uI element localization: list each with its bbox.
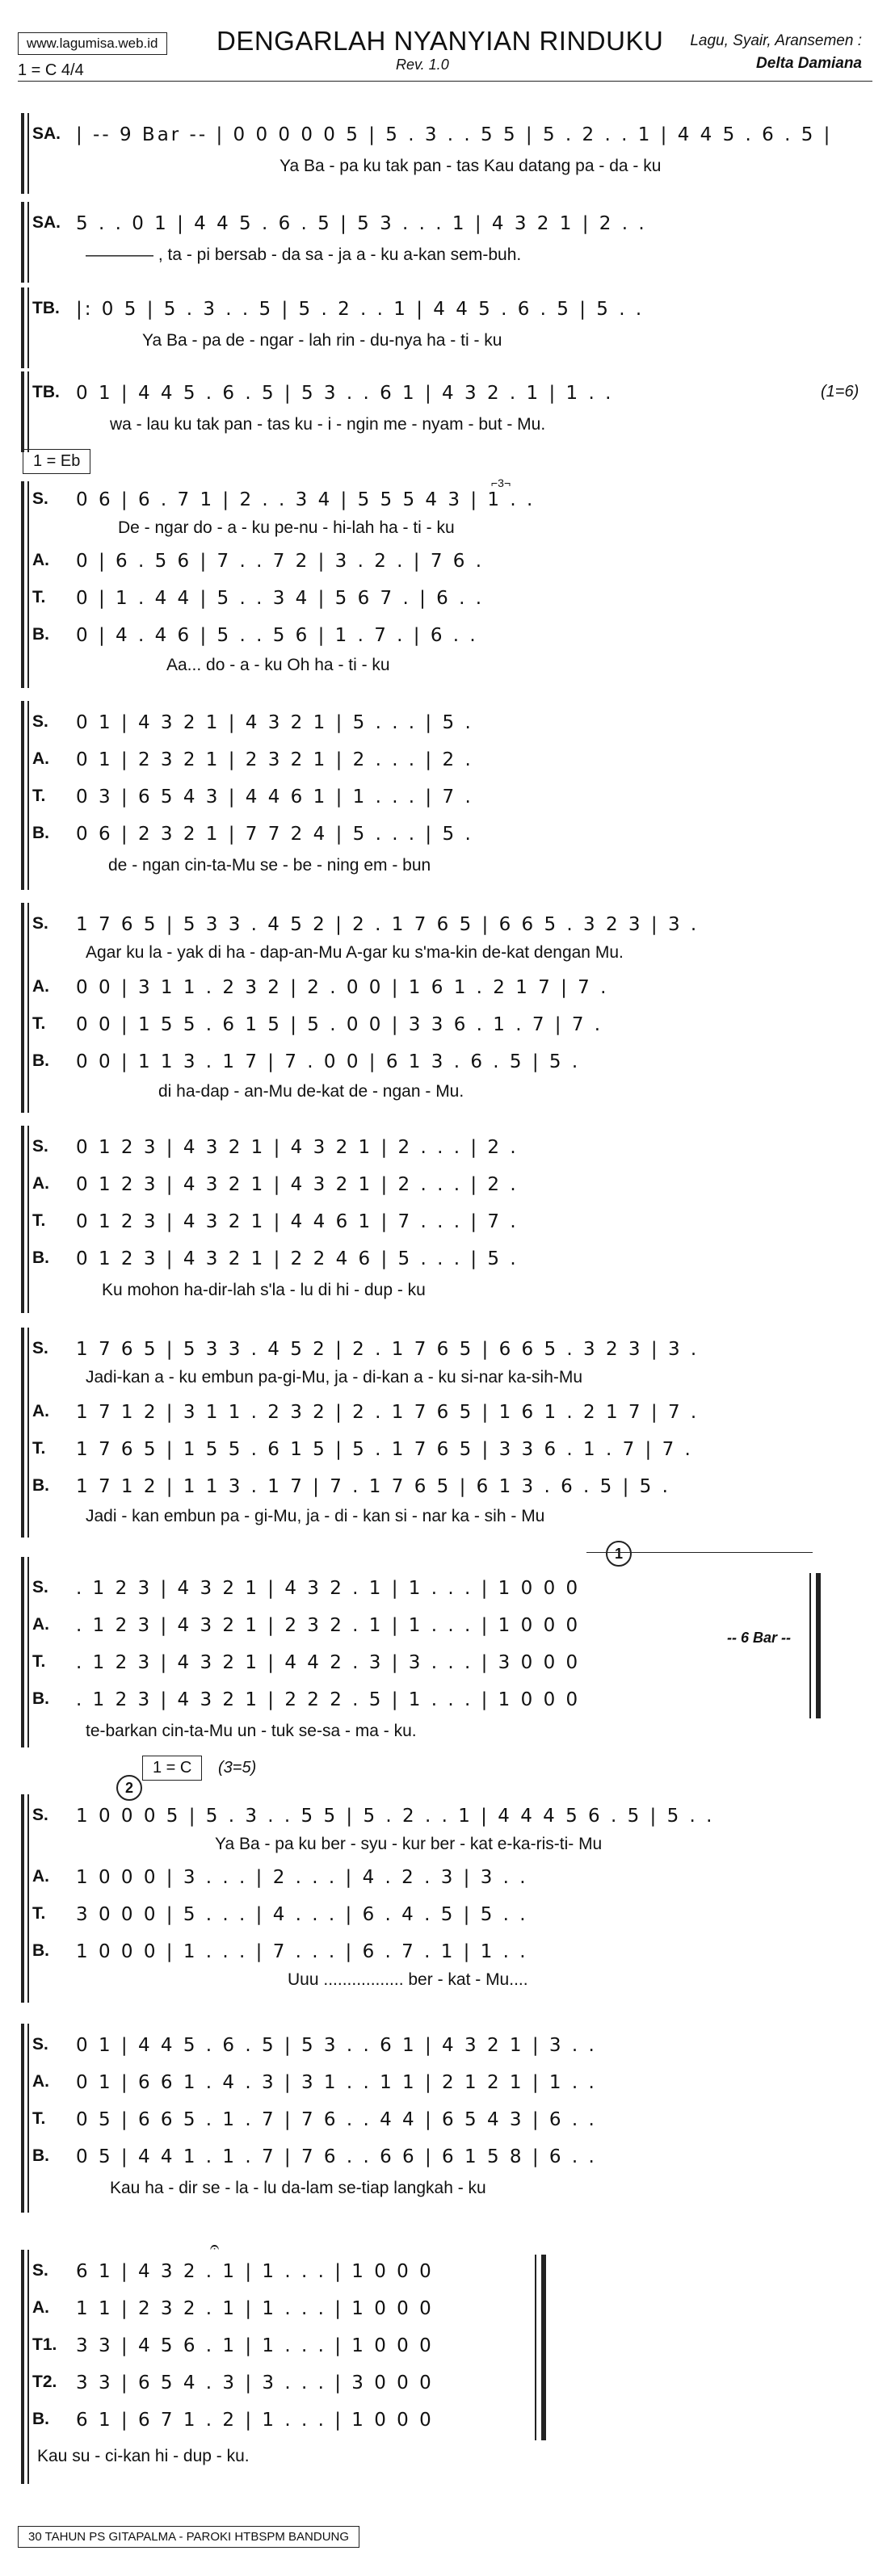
repeat-bar-thin	[809, 1573, 811, 1718]
notation: 0 | 1 . 4 4 | 5 . . 3 4 | 5 6 7 . | 6 . .	[76, 588, 485, 609]
voice-label: T.	[32, 1014, 46, 1033]
notation: 0 6 | 2 3 2 1 | 7 7 2 4 | 5 . . . | 5 .	[76, 824, 473, 845]
score-system	[21, 113, 869, 194]
voice-label: T.	[32, 588, 46, 606]
lyric-line: De - ngar do - a - ku pe-nu - hi-lah ha - ti - ku	[118, 518, 455, 537]
notation: 0 6 | 6 . 7 1 | 2 . . 3 4 | 5 5 5 4 3 | 1 . .	[76, 489, 536, 510]
lyric-line: de - ngan cin-ta-Mu se - be - ning em - bun	[108, 856, 431, 875]
lyric-line: Ya Ba - pa de - ngar - lah rin - du-nya ha - ti - ku	[142, 331, 502, 350]
voice-label: T.	[32, 1211, 46, 1230]
voice-label: A.	[32, 551, 49, 569]
notation: . 1 2 3 | 4 3 2 1 | 4 4 2 . 3 | 3 . . . | 3 0 0 0	[76, 1652, 581, 1673]
score-system	[21, 1126, 869, 1313]
voice-label: B.	[32, 2410, 49, 2428]
voice-label: T1.	[32, 2335, 57, 2354]
system-bracket-inner	[27, 287, 29, 368]
notation: 1 7 1 2 | 3 1 1 . 2 3 2 | 2 . 1 7 6 5 | 1 6 1 . 2 1 7 | 7 .	[76, 1402, 700, 1423]
voice-label: B.	[32, 1248, 49, 1267]
notation: 0 1 | 2 3 2 1 | 2 3 2 1 | 2 . . . | 2 .	[76, 749, 473, 770]
voice-label: S.	[32, 1339, 48, 1357]
voice-label: A.	[32, 1615, 49, 1634]
voice-label: TB.	[32, 299, 60, 317]
system-bracket-inner	[27, 2250, 29, 2484]
notation: . 1 2 3 | 4 3 2 1 | 2 2 2 . 5 | 1 . . . | 1 0 0 0	[76, 1689, 581, 1710]
voice-label: T.	[32, 1439, 46, 1458]
voice-label: A.	[32, 1402, 49, 1420]
credits-label: Lagu, Syair, Aransemen :	[690, 32, 862, 49]
system-bracket-inner	[27, 202, 29, 283]
lyric-line: Jadi-kan a - ku embun pa-gi-Mu, ja - di-kan a - ku si-nar ka-sih-Mu	[86, 1368, 583, 1387]
notation: 0 0 | 3 1 1 . 2 3 2 | 2 . 0 0 | 1 6 1 . 2 1 7 | 7 .	[76, 977, 609, 998]
voice-label: B.	[32, 1689, 49, 1708]
final-bar-thick	[541, 2255, 546, 2440]
lyric-line: Agar ku la - yak di ha - dap-an-Mu A-gar ku s'ma-kin de-kat dengan Mu.	[86, 943, 624, 962]
notation: 0 0 | 1 5 5 . 6 1 5 | 5 . 0 0 | 3 3 6 . 1 . 7 | 7 .	[76, 1014, 603, 1035]
voice-label: T.	[32, 787, 46, 805]
song-title: DENGARLAH NYANYIAN RINDUKU	[216, 26, 664, 56]
notation: 0 0 | 1 1 3 . 1 7 | 7 . 0 0 | 6 1 3 . 6 . 5 | 5 .	[76, 1051, 581, 1072]
notation: 1 7 1 2 | 1 1 3 . 1 7 | 7 . 1 7 6 5 | 6 1 3 . 6 . 5 | 5 .	[76, 1476, 670, 1497]
notation: 0 1 2 3 | 4 3 2 1 | 4 4 6 1 | 7 . . . | 7 .	[76, 1211, 519, 1232]
system-bracket-inner	[27, 903, 29, 1113]
volta-line	[586, 1552, 813, 1553]
voice-label: SA.	[32, 213, 61, 232]
voice-label: T.	[32, 1652, 46, 1671]
fermata-icon: 𝄐	[210, 2238, 220, 2256]
voice-label: B.	[32, 1476, 49, 1495]
score-system	[21, 701, 869, 890]
transposition-note: (3=5)	[218, 1759, 257, 1777]
lyric-line: Ya Ba - pa ku tak pan - tas Kau datang pa - da - ku	[279, 157, 662, 175]
notation: 1 0 0 0 | 1 . . . | 7 . . . | 6 . 7 . 1 | 1 . .	[76, 1941, 528, 1962]
notation: 0 1 2 3 | 4 3 2 1 | 2 2 4 6 | 5 . . . | 5 .	[76, 1248, 519, 1269]
voice-label: A.	[32, 2072, 49, 2091]
lyric-line: Kau ha - dir se - la - lu da-lam se-tiap langkah - ku	[110, 2179, 486, 2197]
voice-label: A.	[32, 2298, 49, 2317]
voice-label: S.	[32, 489, 48, 508]
voice-label: T.	[32, 1904, 46, 1923]
section-marker: 1	[606, 1541, 632, 1567]
system-bracket	[21, 371, 24, 452]
lyric-line: Jadi - kan embun pa - gi-Mu, ja - di - kan si - nar ka - sih - Mu	[86, 1507, 545, 1525]
voice-label: S.	[32, 1806, 48, 1824]
notation: . 1 2 3 | 4 3 2 1 | 2 3 2 . 1 | 1 . . . | 1 0 0 0	[76, 1615, 581, 1636]
system-bracket-inner	[27, 371, 29, 452]
voice-label: S.	[32, 914, 48, 933]
key-change-box: 1 = Eb	[23, 449, 90, 474]
voice-label: T.	[32, 2109, 46, 2128]
score-system	[21, 1328, 869, 1538]
score-system	[21, 2238, 869, 2484]
voice-label: S.	[32, 2035, 48, 2054]
composer-name: Delta Damiana	[756, 55, 862, 72]
system-bracket	[21, 113, 24, 194]
notation: . 1 2 3 | 4 3 2 1 | 4 3 2 . 1 | 1 . . . | 1 0 0 0	[76, 1578, 581, 1599]
voice-label: SA.	[32, 124, 61, 143]
header-divider	[18, 81, 872, 82]
voice-label: A.	[32, 749, 49, 768]
voice-label: A.	[32, 1174, 49, 1193]
key-signature: 1 = C 4/4	[18, 61, 84, 79]
lyric-line: wa - lau ku tak pan - tas ku - i - ngin me - nyam - but - Mu.	[110, 415, 546, 434]
notation: 5 . . 0 1 | 4 4 5 . 6 . 5 | 5 3 . . . 1 | 4 3 2 1 | 2 . .	[76, 213, 647, 234]
notation: | -- 9 Bar -- | 0 0 0 0 0 5 | 5 . 3 . . 5 5 | 5 . 2 . . 1 | 4 4 5 . 6 . 5 |	[76, 124, 833, 145]
notation: 0 1 | 4 3 2 1 | 4 3 2 1 | 5 . . . | 5 .	[76, 712, 473, 733]
system-bracket-inner	[27, 1328, 29, 1538]
voice-label: T2.	[32, 2373, 57, 2391]
notation: 0 1 | 6 6 1 . 4 . 3 | 3 1 . . 1 1 | 2 1 2 1 | 1 . .	[76, 2072, 597, 2093]
notation: 0 1 2 3 | 4 3 2 1 | 4 3 2 1 | 2 . . . | 2 .	[76, 1174, 519, 1195]
score-system	[21, 1546, 869, 1747]
system-bracket-inner	[27, 1557, 29, 1747]
notation: 1 7 6 5 | 1 5 5 . 6 1 5 | 5 . 1 7 6 5 | 3 3 6 . 1 . 7 | 7 .	[76, 1439, 693, 1460]
notation: 0 | 4 . 4 6 | 5 . . 5 6 | 1 . 7 . | 6 . .	[76, 625, 478, 646]
system-bracket	[21, 1126, 24, 1313]
bars-rest-label: -- 6 Bar --	[727, 1630, 792, 1646]
lyric-line: di ha-dap - an-Mu de-kat de - ngan - Mu.	[158, 1082, 464, 1101]
score-system	[21, 202, 869, 283]
system-bracket	[21, 2250, 24, 2484]
notation: 1 7 6 5 | 5 3 3 . 4 5 2 | 2 . 1 7 6 5 | 6 6 5 . 3 2 3 | 3 .	[76, 914, 700, 935]
final-bar-thin	[535, 2255, 536, 2440]
system-bracket	[21, 287, 24, 368]
system-bracket	[21, 701, 24, 890]
system-bracket-inner	[27, 2024, 29, 2213]
voice-label: S.	[32, 712, 48, 731]
score-system	[21, 371, 869, 452]
notation: 0 5 | 4 4 1 . 1 . 7 | 7 6 . . 6 6 | 6 1 5 8 | 6 . .	[76, 2146, 597, 2167]
website-label: www.lagumisa.web.id	[18, 32, 167, 55]
notation: 3 3 | 6 5 4 . 3 | 3 . . . | 3 0 0 0	[76, 2373, 434, 2393]
voice-label: B.	[32, 2146, 49, 2165]
voice-label: TB.	[32, 383, 60, 401]
notation: 0 5 | 6 6 5 . 1 . 7 | 7 6 . . 4 4 | 6 5 4 3 | 6 . .	[76, 2109, 597, 2130]
system-bracket	[21, 481, 24, 688]
notation: 0 1 2 3 | 4 3 2 1 | 4 3 2 1 | 2 . . . | 2 .	[76, 1137, 519, 1158]
system-bracket	[21, 903, 24, 1113]
system-bracket	[21, 202, 24, 283]
lyric-line: Uuu ................. ber - kat - Mu....	[288, 1970, 528, 1989]
system-bracket-inner	[27, 701, 29, 890]
lyric-line: Ya Ba - pa ku ber - syu - kur ber - kat e-ka-ris-ti- Mu	[215, 1835, 603, 1853]
system-bracket	[21, 1328, 24, 1538]
notation: 1 0 0 0 | 3 . . . | 2 . . . | 4 . 2 . 3 | 3 . .	[76, 1867, 528, 1888]
section-marker: 2	[116, 1775, 142, 1801]
voice-label: B.	[32, 1941, 49, 1960]
lyric-line: ———— , ta - pi bersab - da sa - ja a - ku a-kan sem-buh.	[86, 245, 522, 264]
voice-label: S.	[32, 1578, 48, 1596]
voice-label: A.	[32, 1867, 49, 1886]
transposition-note: (1=6)	[821, 383, 859, 401]
lyric-line: Aa... do - a - ku Oh ha - ti - ku	[166, 656, 390, 674]
notation: 1 1 | 2 3 2 . 1 | 1 . . . | 1 0 0 0	[76, 2298, 434, 2319]
notation: 0 1 | 4 4 5 . 6 . 5 | 5 3 . . 6 1 | 4 3 2 . 1 | 1 . .	[76, 383, 614, 404]
system-bracket	[21, 1557, 24, 1747]
system-bracket	[21, 1794, 24, 2003]
notation: 6 1 | 6 7 1 . 2 | 1 . . . | 1 0 0 0	[76, 2410, 434, 2431]
system-bracket-inner	[27, 113, 29, 194]
voice-label: S.	[32, 1137, 48, 1156]
system-bracket-inner	[27, 1794, 29, 2003]
score-system	[21, 476, 869, 688]
lyric-line: Ku mohon ha-dir-lah s'la - lu di hi - dup - ku	[102, 1281, 426, 1299]
notation: 3 0 0 0 | 5 . . . | 4 . . . | 6 . 4 . 5 | 5 . .	[76, 1904, 528, 1925]
score-system	[21, 903, 869, 1113]
voice-label: B.	[32, 625, 49, 644]
notation: 0 | 6 . 5 6 | 7 . . 7 2 | 3 . 2 . | 7 6 .	[76, 551, 485, 572]
voice-label: S.	[32, 2261, 48, 2280]
score-system	[21, 287, 869, 368]
score-system	[21, 2024, 869, 2213]
revision-label: Rev. 1.0	[396, 57, 449, 73]
notation: 6 1 | 4 3 2 . 1 | 1 . . . | 1 0 0 0	[76, 2261, 434, 2282]
repeat-bar-thick	[816, 1573, 821, 1718]
notation: 1 7 6 5 | 5 3 3 . 4 5 2 | 2 . 1 7 6 5 | 6 6 5 . 3 2 3 | 3 .	[76, 1339, 700, 1360]
notation: 3 3 | 4 5 6 . 1 | 1 . . . | 1 0 0 0	[76, 2335, 434, 2356]
notation: 0 1 | 4 4 5 . 6 . 5 | 5 3 . . 6 1 | 4 3 2 1 | 3 . .	[76, 2035, 597, 2056]
voice-label: B.	[32, 1051, 49, 1070]
key-change-box: 1 = C	[142, 1756, 202, 1781]
notation: 1 0 0 0 5 | 5 . 3 . . 5 5 | 5 . 2 . . 1 | 4 4 4 5 6 . 5 | 5 . .	[76, 1806, 715, 1827]
footer-label: 30 TAHUN PS GITAPALMA - PAROKI HTBSPM BANDUNG	[18, 2526, 359, 2548]
score-system	[21, 1780, 869, 2003]
system-bracket	[21, 2024, 24, 2213]
triplet-mark: ⌐3¬	[491, 476, 511, 489]
lyric-line: Kau su - ci-kan hi - dup - ku.	[37, 2447, 250, 2465]
system-bracket-inner	[27, 481, 29, 688]
voice-label: A.	[32, 977, 49, 996]
lyric-line: te-barkan cin-ta-Mu un - tuk se-sa - ma - ku.	[86, 1722, 417, 1740]
system-bracket-inner	[27, 1126, 29, 1313]
notation: |: 0 5 | 5 . 3 . . 5 | 5 . 2 . . 1 | 4 4 5 . 6 . 5 | 5 . .	[76, 299, 645, 320]
voice-label: B.	[32, 824, 49, 842]
notation: 0 3 | 6 5 4 3 | 4 4 6 1 | 1 . . . | 7 .	[76, 787, 473, 808]
